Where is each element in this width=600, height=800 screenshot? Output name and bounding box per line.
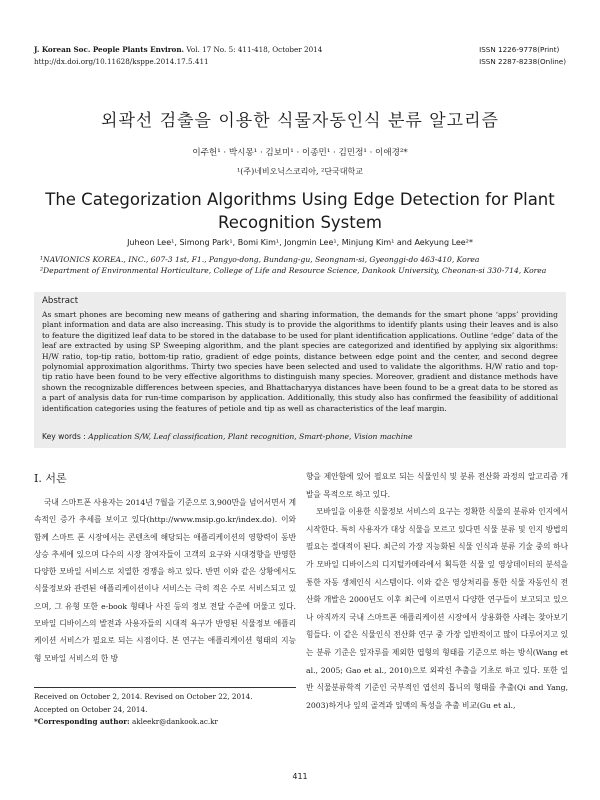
korean-title: 외곽선 검출을 이용한 식물자동인식 분류 알고리즘 <box>101 111 499 131</box>
received-date: Received on October 2, 2014. Revised on October 22, 2014. <box>34 692 253 701</box>
korean-affiliation: ¹(주)네비오닉스코리아, ²단국대학교 <box>237 167 363 176</box>
keywords <box>42 432 558 441</box>
intro-paragraph-2: 모바일을 이용한 식물정보 서비스의 요구는 정확한 식물의 분류와 인지에서 시작한다. 특히 사용자가 대상 식물을 모르고 있다면 식물 분류 및 인지 방법의 필요는 절대적이 된다. 최근의 가장 지능화된 식물 인식과 분류 기술 중의 하나가 모바일 디바이스의 디지털카메라에서 획득한 식물 잎 영상데이터의 분석을 통한 자동 생체인식 시스템이다. 이와 같은 영상처리를 통한 식물 자동인식 전산화 개발은 2000년도 이후 최근에 이르면서 다양한 연구들이 보고되고 있으나 아직까지 국내 스마트폰 애플리케이션 시장에서 상용화한 사례는 찾아보기 힘들다. 이 같은 식물인식 전산화 연구 중 가장 일반적이고 많이 다루어지고 있는 분류 기준은 잎자루를 제외한 엽형의 형태를 기준으로 하는 방식(Wang et al., 2005; Gao et al., 2010)으로 외곽선 추출을 기초로 하고 있다. 또한 일반 식물분류학적 기준인 국부적인 엽선의 톱니의 형태를 추출(Qi and Yang, 2003)하거나 잎의 골격과 잎맥의 특성을 추출 비교(Gu et al., <box>306 507 568 710</box>
accepted-date: Accepted on October 24, 2014. <box>34 704 148 714</box>
korean-authors: 이주헌¹ · 박시몽¹ · 김보미¹ · 이종민¹ · 김민정¹ · 이애경²* <box>192 148 408 158</box>
right-column <box>306 468 568 714</box>
abstract-heading: Abstract <box>42 296 79 306</box>
volume-info: Vol. 17 No. 5: 411-418, October 2014 <box>186 45 323 54</box>
issn-block <box>479 44 566 68</box>
journal-header <box>34 44 322 68</box>
affiliation-1: ¹NAVIONICS KOREA., INC., 607-3 1st, F1., Pangyo-dong, Bundang-gu, Seongnam-si, Gyeonggi-do 463-410, Korea <box>40 255 480 264</box>
abstract-text: As smart phones are becoming new means of gathering and sharing information, the demands for the smart phone ‘apps’ providing plant information and data are also increasing. This study is to provide the algorithms to identify plants using their leaves and is also to feature the digitized leaf data to be stored in the database to be used for plant identification applications. Outline ‘edge’ data of the leaf are extracted by using SP Sweeping algorithm, and the plant species are categorized and identified by applying six algorithms: H/W ratio, top-tip ratio, bottom-tip ratio, gradient of edge points, distance between edge point and the center, and second degree polynomial approximation algorithms. Thirty two species have been selected and used to validate the algorithms. H/W ratio and top-tip ratio have been found to be very effective algorithms to distinguish many species. Moreover, gradient and distance methods have shown the recognizable differences between species, and Bhattacharyya distances have been found to be a great data to be stored as a part of analysis data for run-time comparison by application. Additionally, this study also has confirmed the feasibility of additional identification categories using the features of petiole and tip as well as characteristics of the leaf margin. <box>42 310 558 413</box>
english-title <box>0 188 600 234</box>
english-title-line1: The Categorization Algorithms Using Edge Detection for Plant <box>45 190 555 209</box>
english-title-line2: Recognition System <box>218 213 382 232</box>
affiliation-2: ²Department of Environmental Horticulture, College of Life and Resource Science, Dankook University, Cheonan-si 330-714, Korea <box>40 266 547 275</box>
page-number: 411 <box>292 772 308 781</box>
intro-paragraph-1-cont: 향을 제안함에 있어 필요로 되는 식물인식 및 분류 전산화 과정의 알고리즘 개발을 목적으로 하고 있다. <box>306 472 568 499</box>
intro-paragraph-1: 국내 스마트폰 사용자는 2014년 7월을 기준으로 3,900만을 넘어서면서 계속적인 증가 추세를 보이고 있다(http://www.msip.go.kr/index.do). 이와 함께 스마트 폰 시장에서는 콘텐츠에 해당되는 애플리케이션의 영향력이 동반 상승 추세에 있으며 다수의 시장 참여자들이 고객의 요구와 시대경향을 반영한 다양한 모바일 서비스로 치열한 경쟁을 하고 있다. 반면 이와 같은 상황에서도 식물정보와 관련된 애플리케이션이나 서비스는 극히 적은 수로 서비스되고 있으며, 그 유형 또한 e-book 형태나 사진 등의 정보 전달 수준에 머물고 있다. 모바일 디바이스의 발전과 사용자들의 시대적 욕구가 반영된 식물정보 애플리케이션 서비스가 필요로 되는 시점이다. 본 연구는 애플리케이션 형태의 지능형 모바일 서비스의 한 방 <box>34 498 296 663</box>
corresponding-label: *Corresponding author: <box>34 717 130 726</box>
issn-print: ISSN 1226-9778(Print) <box>479 45 560 54</box>
keywords-list: Application S/W, Leaf classification, Plant recognition, Smart-phone, Vision machine <box>88 432 413 441</box>
keywords-label: Key words : <box>42 432 86 441</box>
english-affiliations <box>40 254 570 276</box>
footnote-divider <box>34 687 296 688</box>
corresponding-email[interactable]: akleekr@dankook.ac.kr <box>131 717 218 726</box>
left-column <box>34 494 296 667</box>
issn-online: ISSN 2287-8238(Online) <box>479 57 566 66</box>
footnote <box>34 691 296 729</box>
english-authors: Juheon Lee¹, Simong Park¹, Bomi Kim¹, Jongmin Lee¹, Minjung Kim¹ and Aekyung Lee²* <box>127 238 473 247</box>
journal-name: J. Korean Soc. People Plants Environ. <box>34 45 185 54</box>
section-heading-intro: Ⅰ. 서론 <box>34 472 67 485</box>
doi-link[interactable]: http://dx.doi.org/10.11628/ksppe.2014.17.5.411 <box>34 57 209 66</box>
